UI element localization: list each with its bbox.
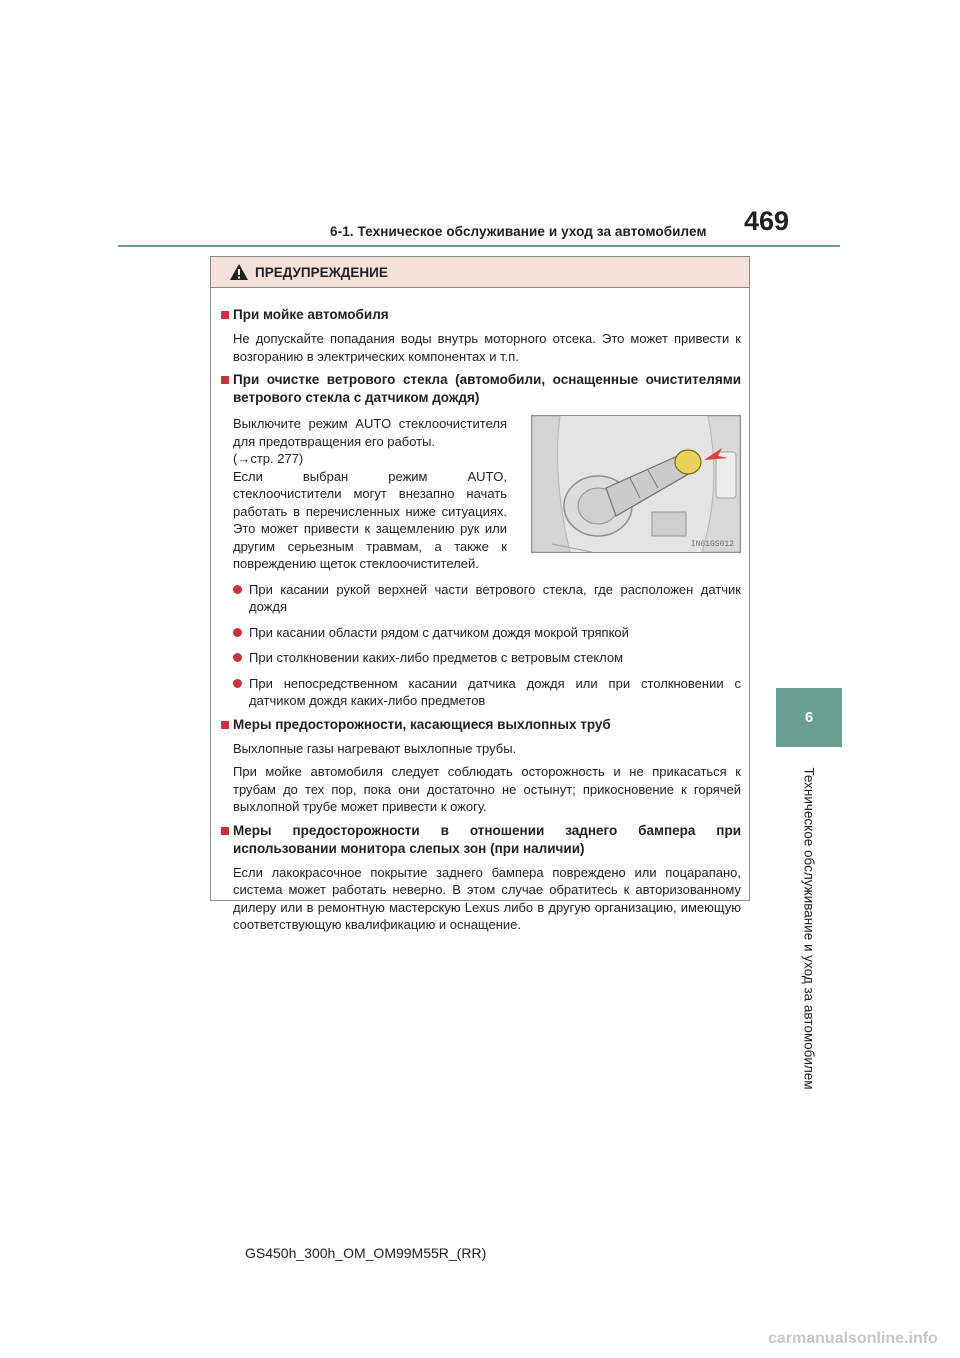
section-title: 6-1. Техническое обслуживание и уход за автомобилем [330, 224, 707, 239]
bumper-heading: Меры предосторожности в отношении заднего бампера при использовании монитора слепых зон (при наличии) [219, 822, 741, 858]
wipers-text [219, 415, 507, 573]
exhaust-text-1: Выхлопные газы нагревают выхлопные трубы. [233, 740, 517, 756]
wiper-bullet-1: При касании рукой верхней части ветрового стекла, где расположен датчик дождя [219, 581, 741, 616]
wipers-page-ref: (→стр. 277) [233, 451, 304, 466]
washing-text: Не допускайте попадания воды внутрь моторного отсека. Это может привести к возгоранию в электрических компонентах и т.п. [233, 331, 741, 364]
page-number: 469 [744, 206, 790, 236]
chapter-number: 6 [804, 709, 814, 726]
red-bullet-icon [233, 628, 242, 637]
warning-content [211, 288, 749, 934]
washing-heading: При мойке автомобиля [219, 306, 741, 324]
red-bullet-icon [233, 653, 242, 662]
side-chapter-title-text: Техническое обслуживание и уход за автомобилем [801, 767, 817, 1090]
wiper-bullet-4: При непосредственном касании датчика дождя или при столкновении с датчиком дождя каких-либо предметов [219, 675, 741, 710]
red-square-marker-icon [221, 311, 229, 319]
red-bullet-icon [233, 585, 242, 594]
wipers-line-1: Выключите режим AUTO стеклоочистителя для предотвращения его работы. [233, 416, 507, 449]
wiper-switch-illustration [531, 415, 741, 553]
exhaust-heading: Меры предосторожности, касающиеся выхлопных труб [219, 716, 741, 734]
wipers-figure-row [219, 415, 741, 573]
red-square-marker-icon [221, 827, 229, 835]
wiper-bullet-2: При касании области рядом с датчиком дождя мокрой тряпкой [219, 624, 741, 642]
watermark: carmanualsonline.info [768, 1330, 938, 1347]
red-square-marker-icon [221, 721, 229, 729]
wipers-heading: При очистке ветрового стекла (автомобили, оснащенные очистителями ветрового стекла с датчиком дождя) [219, 371, 741, 407]
warning-triangle-icon [229, 263, 249, 281]
wiper-stalk-drawing [532, 416, 740, 552]
wiper-bullet-3: При столкновении каких-либо предметов с ветровым стеклом [219, 649, 741, 667]
warning-header [211, 257, 749, 288]
side-chapter-title [754, 765, 864, 1092]
warning-title: ПРЕДУПРЕЖДЕНИЕ [255, 264, 388, 280]
wipers-line-2: Если выбран режим AUTO, стеклоочистители могут внезапно начать работать в перечисленных ниже ситуациях. Это может привести к защемлению рук или другим серьезным травмам, а также к повреждению щеток стеклоочистителей. [233, 468, 507, 571]
bumper-text: Если лакокрасочное покрытие заднего бампера повреждено или поцарапано, система может работать неверно. В этом случае обратитесь к авторизованному дилеру или в ремонтную мастерскую Lexus либо в другую организацию, имеющую соответствующую квалификацию и оснащение. [233, 864, 741, 932]
chapter-tab [776, 688, 842, 747]
header-rule [118, 245, 840, 247]
warning-box [210, 256, 750, 932]
manual-id: GS450h_300h_OM_OM99M55R_(RR) [245, 1245, 487, 1261]
figure-id: IN61GS012 [690, 540, 734, 549]
exhaust-text-2: При мойке автомобиля следует соблюдать осторожность и не прикасаться к трубам до тех пор, пока они достаточно не остынут; прикосновение к горячей выхлопной трубе может привести к ожогу. [233, 764, 741, 814]
red-bullet-icon [233, 679, 242, 688]
red-square-marker-icon [221, 376, 229, 384]
